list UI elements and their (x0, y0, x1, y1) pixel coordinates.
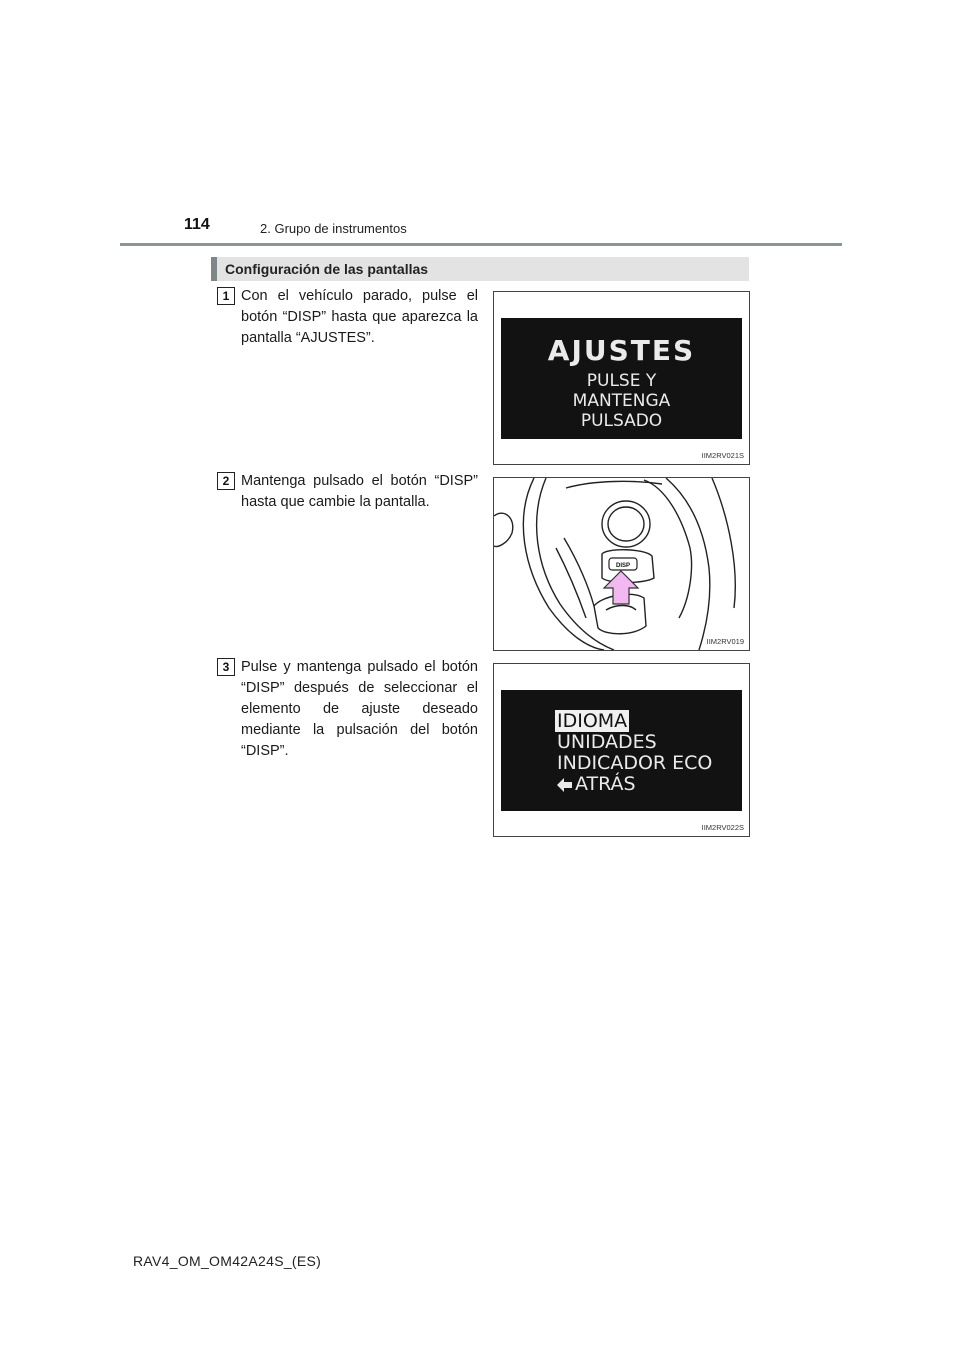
subsection-accent-bar (211, 257, 217, 281)
figure-settings-menu (493, 663, 750, 837)
display-line-2: MANTENGA (572, 391, 671, 411)
figure-steering-wheel (493, 477, 750, 651)
step-text-3: Pulse y mantenga pulsado el botón “DISP” después de seleccionar el elemento de ajuste deseado mediante la pulsación del botón “DISP”. (241, 659, 478, 759)
menu-item-indicador-eco: INDICADOR ECO (557, 752, 713, 774)
menu-item-unidades: UNIDADES (557, 731, 657, 753)
step-number-3: 3 (217, 658, 235, 676)
step-number-2: 2 (217, 472, 235, 490)
header-divider (120, 243, 842, 246)
display-title: AJUSTES (547, 334, 696, 367)
press-arrow-icon (604, 571, 638, 604)
disp-button-label: DISP (615, 563, 631, 569)
figure-code: IIM2RV019 (706, 637, 744, 646)
figure-code: IIM2RV021S (701, 451, 744, 460)
arrow-left-icon (557, 778, 573, 792)
document-code: RAV4_OM_OM42A24S_(ES) (133, 1253, 322, 1269)
display-screen (501, 318, 742, 439)
menu-item-atras: ATRÁS (575, 773, 636, 795)
step-number-1: 1 (217, 287, 235, 305)
page-number: 114 (184, 216, 210, 233)
menu-item-idioma: IDIOMA (557, 710, 628, 732)
display-screen (501, 690, 742, 811)
subsection-title: Configuración de las pantallas (225, 261, 429, 277)
subsection-heading (211, 257, 749, 281)
figure-code: IIM2RV022S (701, 823, 744, 832)
steering-wheel-illustration (494, 478, 749, 650)
display-line-1: PULSE Y (586, 371, 657, 391)
section-title: 2. Grupo de instrumentos (260, 221, 407, 236)
figure-ajustes-display (493, 291, 750, 465)
step-text-1: Con el vehículo parado, pulse el botón “DISP” hasta que aparezca la pantalla “AJUSTES”. (241, 288, 478, 346)
step-text-2: Mantenga pulsado el botón “DISP” hasta que cambie la pantalla. (241, 473, 478, 510)
display-line-3: PULSADO (580, 411, 663, 431)
